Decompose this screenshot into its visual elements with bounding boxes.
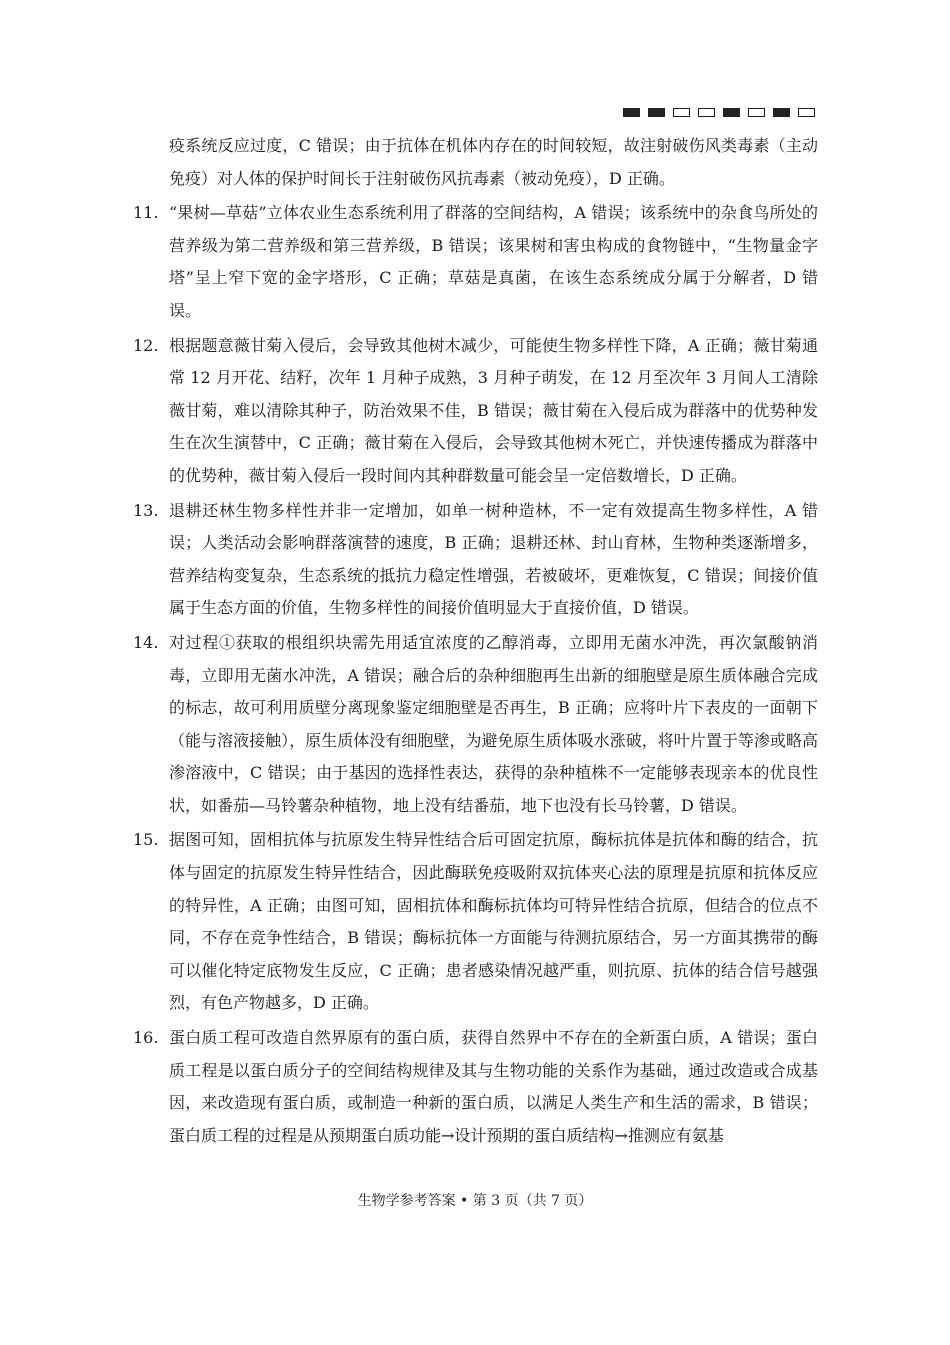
- answer-item: [133, 495, 818, 625]
- page-indicator-marks: [623, 108, 815, 117]
- indicator-mark: [723, 108, 740, 117]
- continuation-paragraph: 疫系统反应过度，C 错误；由于抗体在机体内存在的时间较短，故注射破伤风类毒素（主动免疫）对人体的保护时间长于注射破伤风抗毒素（被动免疫），D 正确。: [169, 136, 818, 188]
- item-number: 11.: [133, 203, 159, 223]
- answer-item: [133, 627, 818, 823]
- item-text: 蛋白质工程可改造自然界原有的蛋白质，获得自然界中不存在的全新蛋白质，A 错误；蛋白质工程是以蛋白质分子的空间结构规律及其与生物功能的关系作为基础，通过改造或合成基因，来改造现有蛋白质，或制造一种新的蛋白质，以满足人类生产和生活的需求，B 错误；蛋白质工程的过程是从预期蛋白质功能→设计预期的蛋白质结构→推测应有氨基: [169, 1028, 818, 1145]
- item-text: 据图可知，固相抗体与抗原发生特异性结合后可固定抗原，酶标抗体是抗体和酶的结合，抗体与固定的抗原发生特异性结合，因此酶联免疫吸附双抗体夹心法的原理是抗原和抗体反应的特异性，A 正确；由图可知，固相抗体和酶标抗体均可特异性结合抗原，但结合的位点不同，不存在竞争性结合，B 错误；酶标抗体一方面能与待测抗原结合，另一方面其携带的酶可以催化特定底物发生反应，C 正确；患者感染情况越严重，则抗原、抗体的结合信号越强烈，有色产物越多，D 正确。: [169, 830, 818, 1013]
- answer-content: [133, 130, 818, 1154]
- indicator-mark: [798, 108, 815, 117]
- item-number: 16.: [133, 1028, 159, 1048]
- item-text: 退耕还林生物多样性并非一定增加，如单一树种造林，不一定有效提高生物多样性，A 错误；人类活动会影响群落演替的速度，B 正确；退耕还林、封山育林，生物种类逐渐增多，营养结构变复杂，生态系统的抵抗力稳定性增强，若被破坏，更难恢复，C 错误；间接价值属于生态方面的价值，生物多样性的间接价值明显大于直接价值，D 错误。: [169, 500, 818, 618]
- indicator-mark: [673, 108, 690, 117]
- indicator-mark: [623, 108, 640, 117]
- answer-item: [133, 824, 818, 1020]
- item-number: 13.: [133, 500, 159, 520]
- item-text: “果树—草菇”立体农业生态系统利用了群落的空间结构，A 错误；该系统中的杂食鸟所处的营养级为第二营养级和第三营养级，B 错误；该果树和害虫构成的食物链中，“生物量金字塔”呈上窄下宽的金字塔形，C 正确；草菇是真菌，在该生态系统成分属于分解者，D 错误。: [169, 203, 818, 320]
- item-text: 根据题意薇甘菊入侵后，会导致其他树木减少，可能使生物多样性下降，A 正确；薇甘菊通常 12 月开花、结籽，次年 1 月种子成熟，3 月种子萌发，在 12 月至次年 3 月间人工清除薇甘菊，难以清除其种子，防治效果不佳，B 错误；薇甘菊在入侵后成为群落中的优势种发生在次生演替中，C 正确；薇甘菊在入侵后，会导致其他树木死亡，并快速传播成为群落中的优势种，薇甘菊入侵后一段时间内其种群数量可能会呈一定倍数增长，D 正确。: [169, 335, 818, 485]
- indicator-mark: [648, 108, 665, 117]
- indicator-mark: [698, 108, 715, 117]
- item-text: 对过程①获取的根组织块需先用适宜浓度的乙醇消毒，立即用无菌水冲洗，再次氯酸钠消毒，立即用无菌水冲洗，A 错误；融合后的杂种细胞再生出新的细胞壁是原生质体融合完成的标志，故可利用质壁分离现象鉴定细胞壁是否再生，B 正确；应将叶片下表皮的一面朝下（能与溶液接触），原生质体没有细胞壁，为避免原生质体吸水涨破，将叶片置于等渗或略高渗溶液中，C 错误；由于基因的选择性表达，获得的杂种植株不一定能够表现亲本的优良性状，如番茄—马铃薯杂种植物，地上没有结番茄，地下也没有长马铃薯，D 错误。: [169, 632, 818, 815]
- indicator-mark: [748, 108, 765, 117]
- answer-item: [133, 330, 818, 493]
- answer-item: [133, 197, 818, 327]
- page-footer: 生物学参考答案 • 第 3 页（共 7 页）: [357, 1193, 593, 1209]
- item-number: 12.: [133, 335, 159, 355]
- indicator-mark: [773, 108, 790, 117]
- item-number: 14.: [133, 632, 159, 652]
- item-number: 15.: [133, 830, 159, 850]
- answer-item: [133, 1022, 818, 1152]
